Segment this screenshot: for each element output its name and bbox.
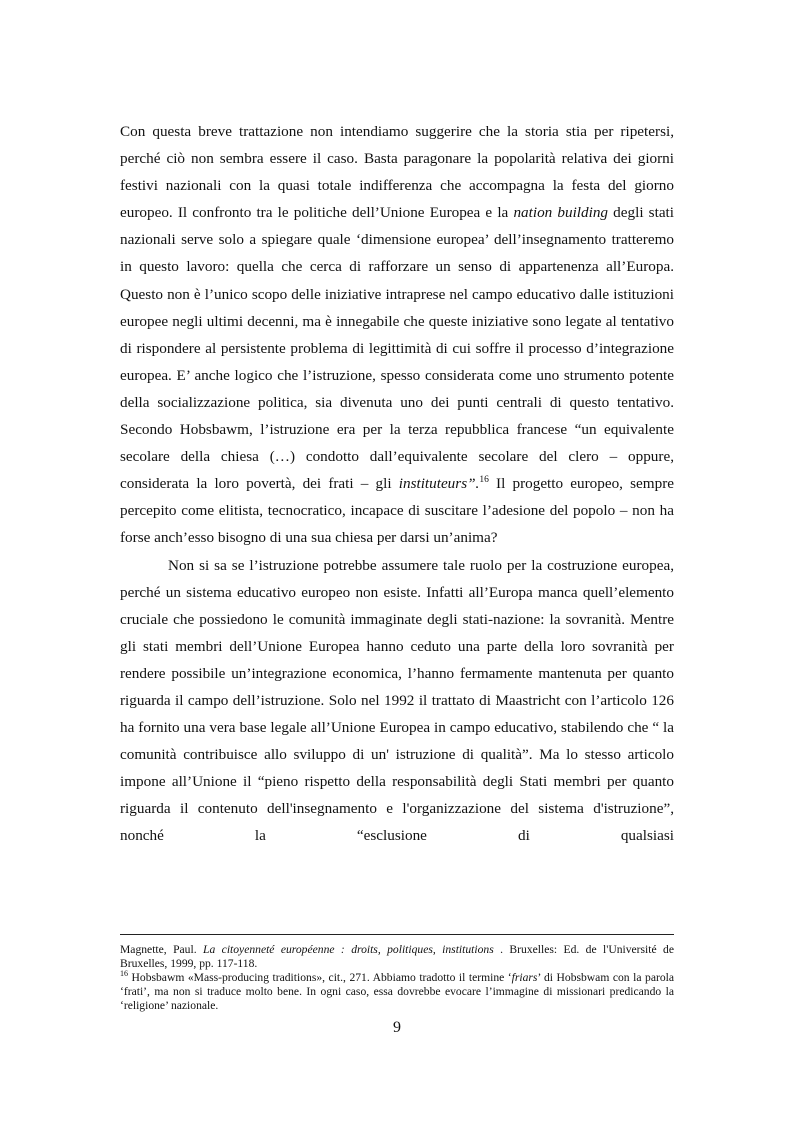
footnote-ref-16[interactable]: 16	[479, 475, 489, 486]
paragraph-1-text-a: Con questa breve trattazione non intendiamo suggerire che la storia stia per ripetersi, perché ciò non sembra essere il caso. Basta paragonare la popolarità relativa dei giorni festivi nazionali con la quasi totale indifferenza che accompagna la festa del giorno europeo. Il confronto tra le politiche dell’Unione Europea e la	[120, 123, 674, 222]
footnote-16-number: 16	[120, 968, 128, 978]
footnote-16	[120, 968, 674, 1013]
quote-close: ”.	[467, 475, 480, 493]
footnote-16-text-b: ’ di Hobsbwam con la parola ‘frati’, ma non si traduce molto bene. In ogni caso, essa dovrebbe evocare l’immagine di missionari predicando la ‘religione’ nazionale.	[120, 970, 674, 1012]
footnote-15-title: La citoyenneté européenne : droits, politiques, institutions	[203, 943, 494, 956]
paragraph-1-text-b: degli stati nazionali serve solo a spiegare quale ‘dimensione europea’ dell’insegnamento tratteremo in questo lavoro: quella che cerca di rafforzare un senso di appartenenza all’Europa. Questo non è l’unico scopo delle iniziative intraprese nel campo educativo dalle istituzioni europee negli ultimi decenni, ma è innegabile che queste iniziative sono legate al tentativo di rispondere al persistente problema di legittimità di cui soffre il processo d’integrazione europea. E’ anche logico che l’istruzione, spesso considerata come uno strumento potente della socializzazione politica, sia divenuta uno dei punti centrali di questo tentativo. Secondo Hobsbawm, l’istruzione era per la terza repubblica francese “un equivalente secolare della chiesa (…) condotto dall’equivalente secolare del clero – oppure, considerata la loro povertà, dei frati – gli	[120, 204, 674, 493]
footnote-16-text-a: Hobsbawm «Mass-producing traditions», cit., 271. Abbiamo tradotto il termine ‘	[128, 970, 512, 984]
nation-building-term: nation building	[513, 204, 609, 222]
friars-term: friars	[511, 970, 538, 984]
footnote-15-author: Magnette, Paul.	[120, 943, 204, 956]
page-number: 9	[393, 1019, 401, 1036]
footnote-separator	[120, 934, 674, 935]
instituteurs-term: instituteurs	[398, 475, 468, 493]
paragraph-1	[120, 118, 674, 552]
paragraph-2: Non si sa se l’istruzione potrebbe assumere tale ruolo per la costruzione europea, perché un sistema educativo europeo non esiste. Infatti all’Europa manca quell’elemento cruciale che possiedono le comunità immaginate degli stati-nazione: la sovranità. Mentre gli stati membri dell’Unione Europea hanno ceduto una parte della loro sovranità per rendere possibile un’integrazione economica, l’hanno fermamente mantenuta per quanto riguarda il campo dell’istruzione. Solo nel 1992 il trattato di Maastricht con l’articolo 126 ha fornito una vera base legale all’Unione Europea in campo educativo, stabilendo che “ la comunità contribuisce allo sviluppo di un' istruzione di qualità”. Ma lo stesso articolo impone all’Unione il “pieno rispetto della responsabilità degli Stati membri per quanto riguarda il contenuto dell'insegnamento e l'organizzazione del sistema d'istruzione”, nonché la “esclusione di qualsiasi	[120, 556, 674, 845]
main-text	[120, 118, 674, 850]
paragraph-1-text-d: Il progetto europeo, sempre percepito come elitista, tecnocratico, incapace di suscitare l’adesione del popolo – non ha forse anch’esso bisogno di una sua chiesa per darsi un’anima?	[120, 475, 674, 547]
footnotes	[120, 943, 674, 1013]
footnote-15	[120, 943, 674, 971]
footnote-15-publisher: . Bruxelles: Ed. de l'Université de Bruxelles, 1999, pp. 117-118.	[120, 943, 674, 970]
